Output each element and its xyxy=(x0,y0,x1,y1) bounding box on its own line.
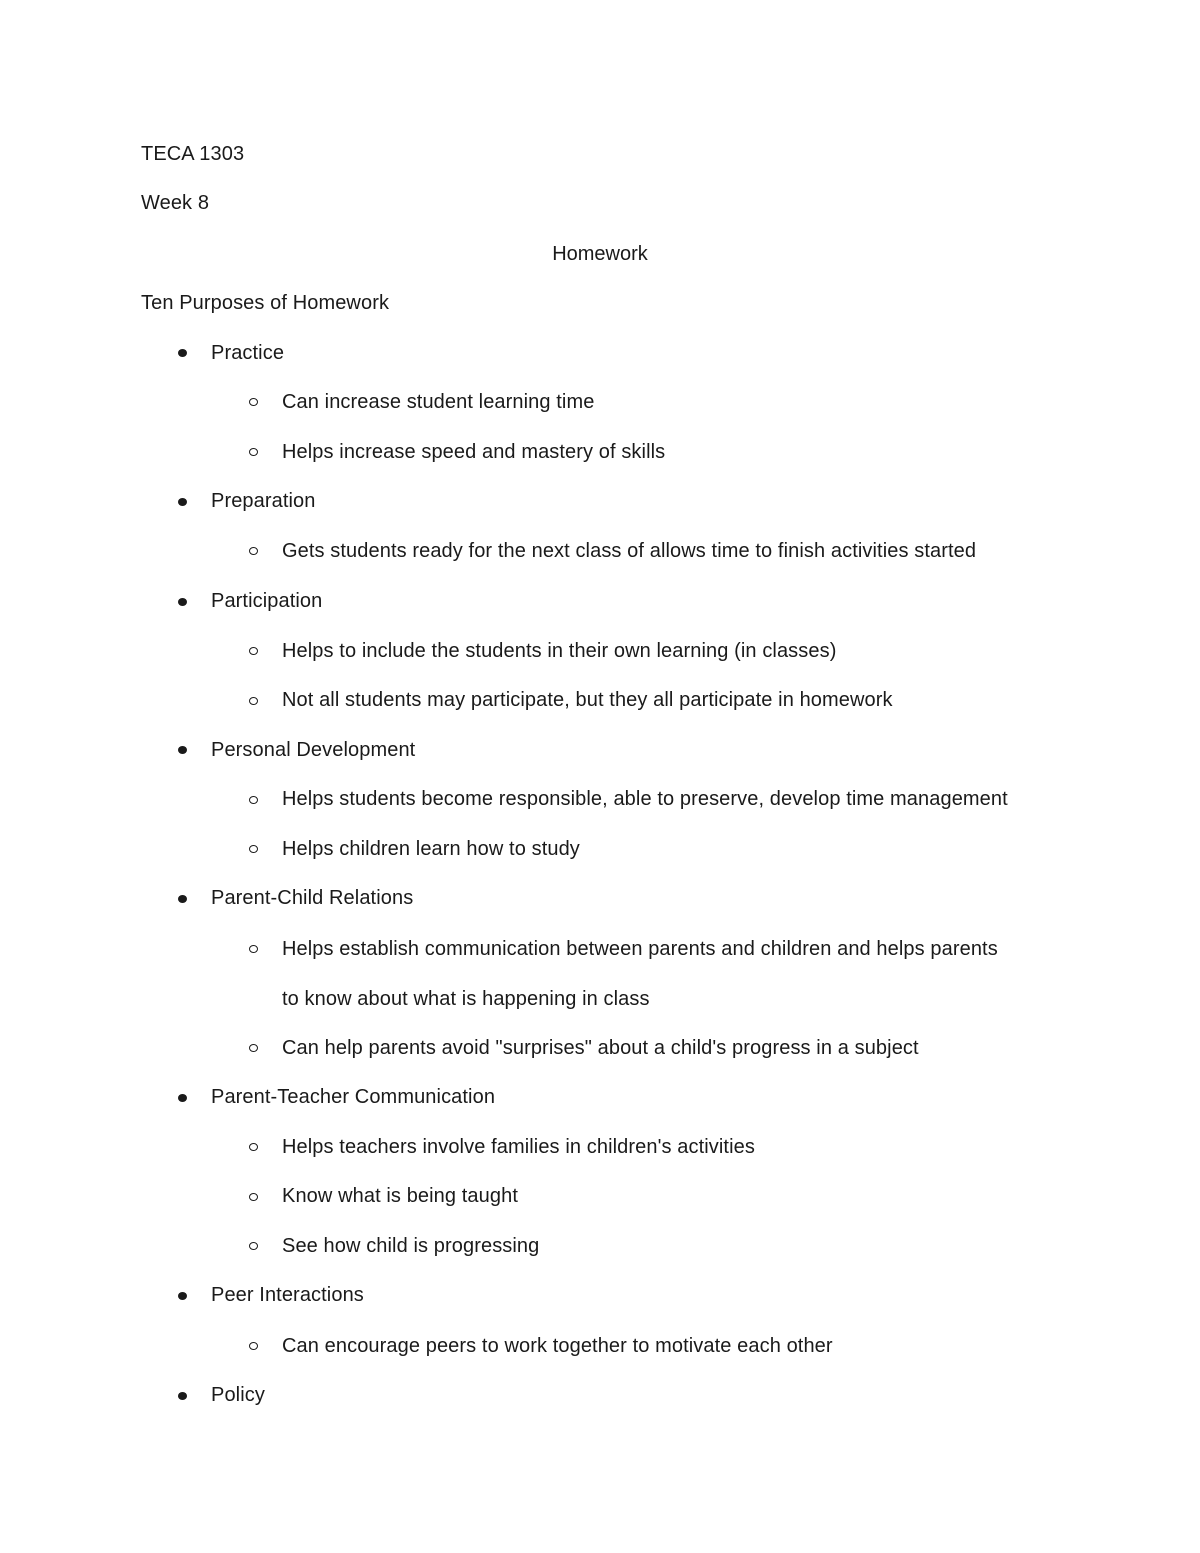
purpose-detail: Helps establish communication between parents and children and helps parents xyxy=(282,938,998,960)
purpose-detail: See how child is progressing xyxy=(282,1235,540,1257)
purpose-detail: Helps to include the students in their own learning (in classes) xyxy=(282,640,837,662)
purpose-detail: Helps increase speed and mastery of skills xyxy=(282,441,666,463)
bullet-circle-icon xyxy=(249,1143,258,1151)
week-label: Week 8 xyxy=(141,192,210,214)
bullet-circle-icon xyxy=(249,1342,258,1350)
bullet-circle-icon xyxy=(249,1193,258,1201)
bullet-disc-icon xyxy=(178,498,187,506)
purpose-detail: Can encourage peers to work together to motivate each other xyxy=(282,1335,833,1357)
bullet-circle-icon xyxy=(249,1242,258,1250)
purpose-detail: Helps teachers involve families in children's activities xyxy=(282,1136,755,1158)
bullet-circle-icon xyxy=(249,945,258,953)
purpose-item: Practice xyxy=(211,342,285,364)
purpose-detail: Not all students may participate, but they all participate in homework xyxy=(282,689,893,711)
purpose-item: Peer Interactions xyxy=(211,1284,364,1306)
bullet-circle-icon xyxy=(249,448,258,456)
course-code: TECA 1303 xyxy=(141,143,245,165)
bullet-disc-icon xyxy=(178,1292,187,1300)
purpose-detail-continued: to know about what is happening in class xyxy=(282,988,650,1010)
purpose-detail: Gets students ready for the next class of allows time to finish activities started xyxy=(282,540,977,562)
purpose-item: Policy xyxy=(211,1384,265,1406)
purpose-item: Preparation xyxy=(211,490,316,512)
purpose-item: Participation xyxy=(211,590,323,612)
bullet-circle-icon xyxy=(249,398,258,406)
bullet-circle-icon xyxy=(249,547,258,555)
purpose-detail: Helps children learn how to study xyxy=(282,838,580,860)
bullet-disc-icon xyxy=(178,349,187,357)
bullet-circle-icon xyxy=(249,796,258,804)
bullet-disc-icon xyxy=(178,598,187,606)
bullet-circle-icon xyxy=(249,845,258,853)
purpose-detail: Can help parents avoid "surprises" about a child's progress in a subject xyxy=(282,1037,919,1059)
bullet-circle-icon xyxy=(249,697,258,705)
purpose-detail: Know what is being taught xyxy=(282,1185,518,1207)
bullet-disc-icon xyxy=(178,895,187,903)
bullet-disc-icon xyxy=(178,746,187,754)
bullet-disc-icon xyxy=(178,1094,187,1102)
purpose-item: Parent-Child Relations xyxy=(211,887,414,909)
purpose-item: Parent-Teacher Communication xyxy=(211,1086,496,1108)
section-heading: Ten Purposes of Homework xyxy=(141,292,390,314)
bullet-circle-icon xyxy=(249,647,258,655)
bullet-disc-icon xyxy=(178,1392,187,1400)
purpose-item: Personal Development xyxy=(211,739,416,761)
document-title: Homework xyxy=(552,243,648,265)
purpose-detail: Can increase student learning time xyxy=(282,391,595,413)
bullet-circle-icon xyxy=(249,1044,258,1052)
purpose-detail: Helps students become responsible, able to preserve, develop time management xyxy=(282,788,1008,810)
